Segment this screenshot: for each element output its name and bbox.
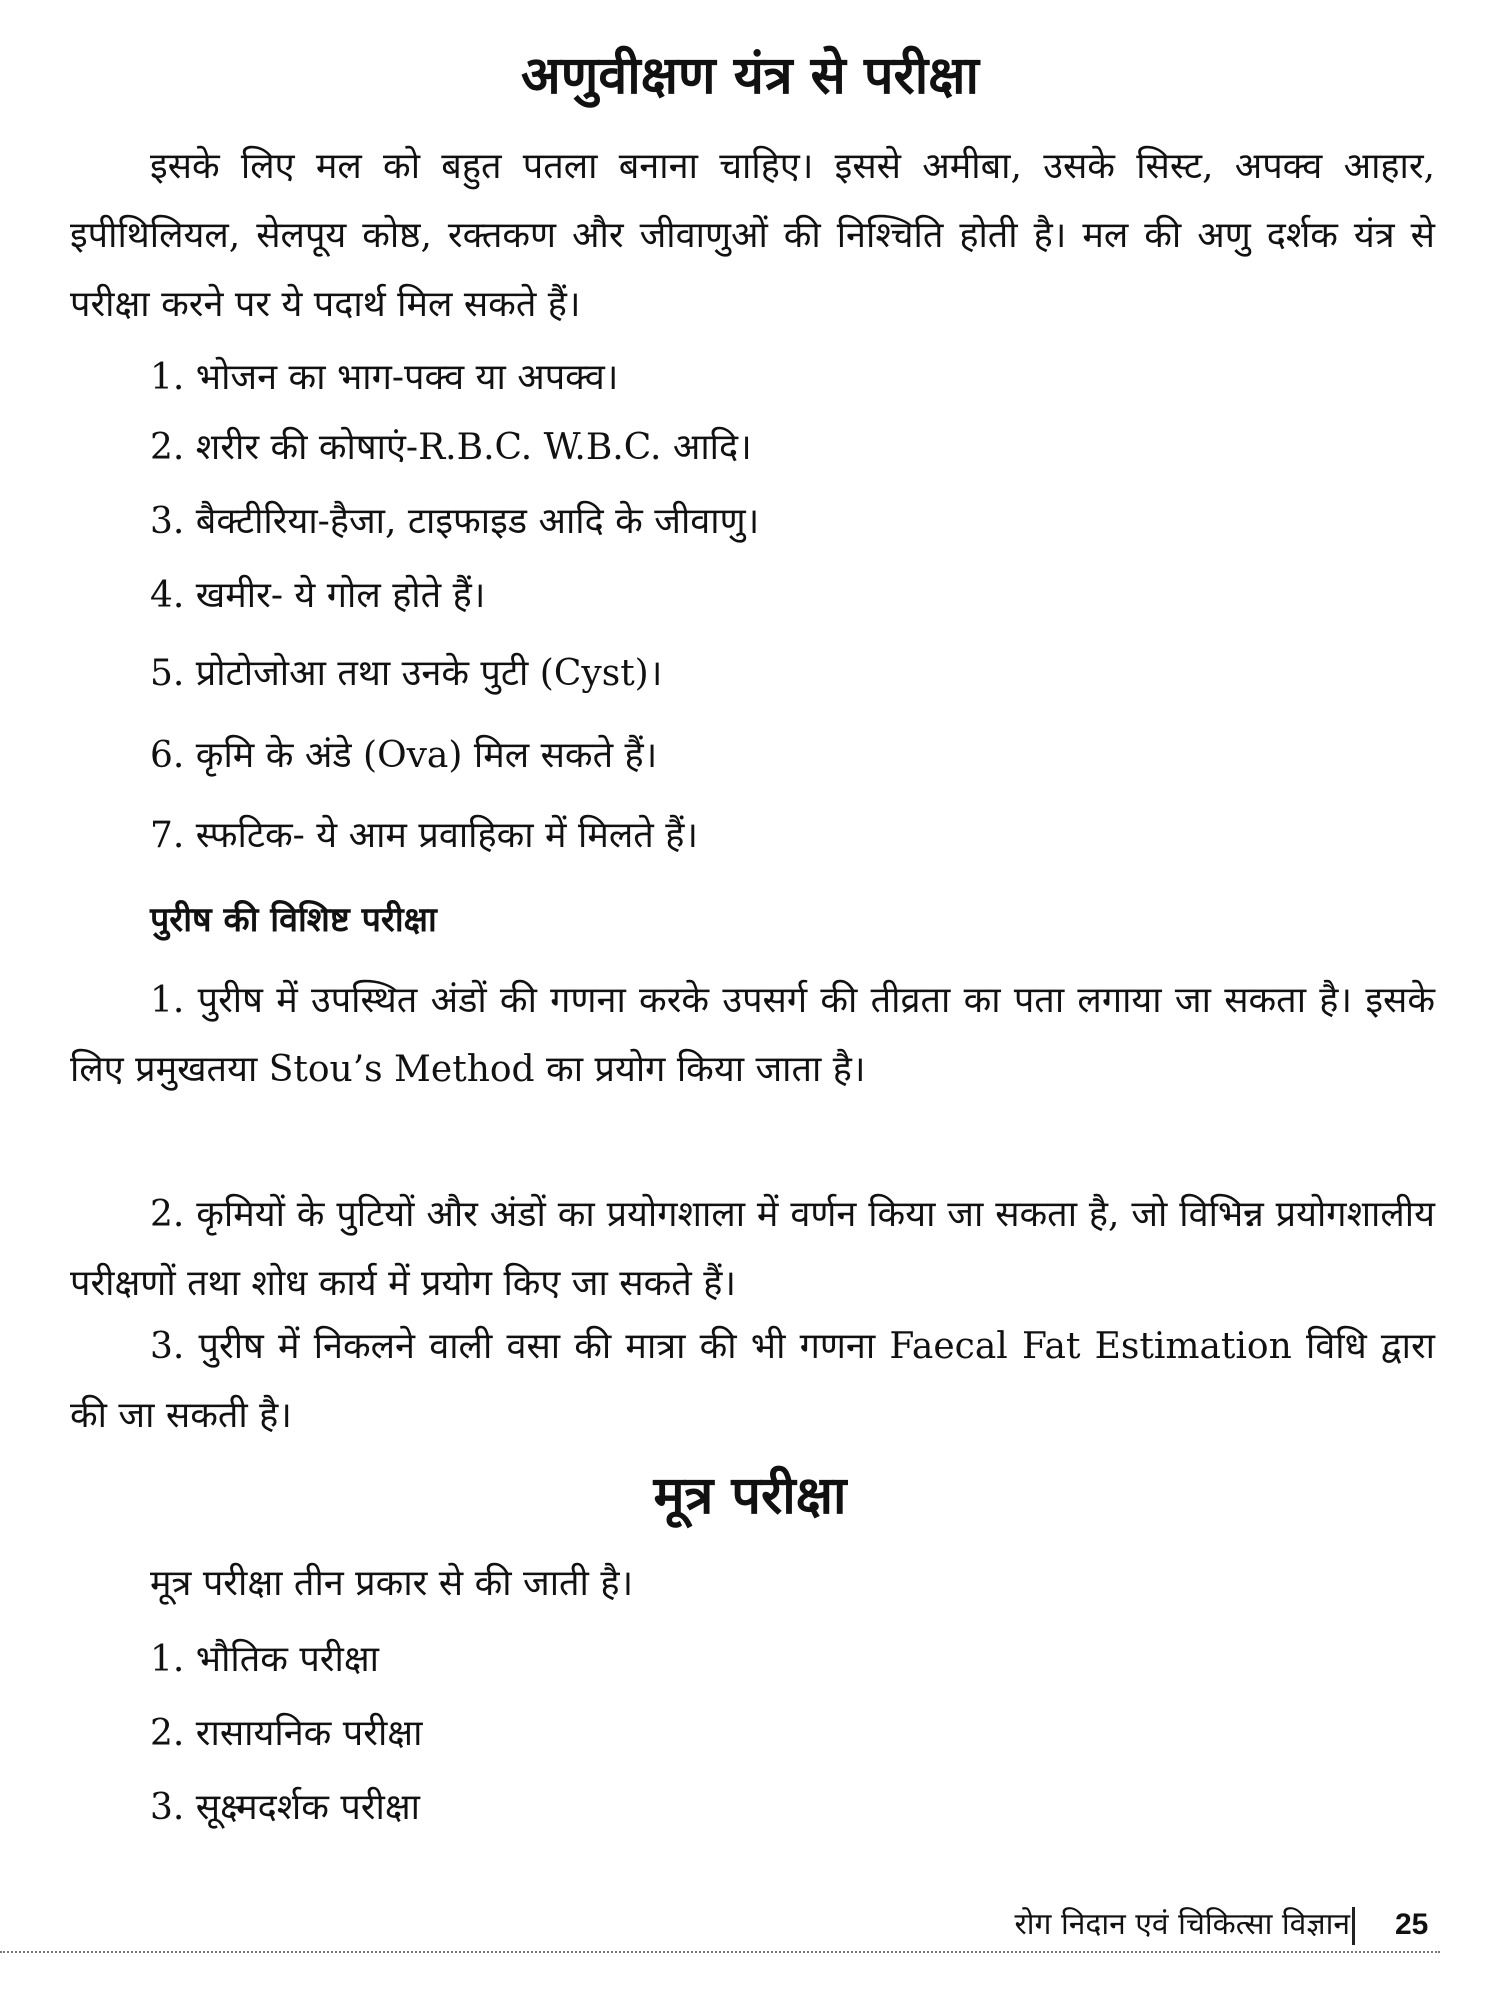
microscope-list-item: 1. भोजन का भाग-पक्व या अपक्व। (150, 357, 619, 398)
section-heading-urine: मूत्र परीक्षा (653, 1466, 847, 1526)
urine-list-item: 3. सूक्ष्मदर्शक परीक्षा (150, 1787, 420, 1828)
urine-intro-text: मूत्र परीक्षा तीन प्रकार से की जाती है। (150, 1563, 634, 1604)
microscope-list-item: 5. प्रोटोजोआ तथा उनके पुटी (Cyst)। (150, 653, 663, 694)
footer-book-title: रोग निदान एवं चिकित्सा विज्ञान (1014, 1907, 1350, 1942)
page-number: 25 (1395, 1908, 1429, 1941)
microscope-list-item: 7. स्फटिक- ये आम प्रवाहिका में मिलते हैं। (150, 815, 698, 856)
footer-dotted-rule (0, 1951, 1440, 1953)
urine-list-item: 1. भौतिक परीक्षा (150, 1639, 379, 1680)
fecal-paragraph: 2. कृमियों के पुटियों और अंडों का प्रयोगशाला में वर्णन किया जा सकता है, जो विभिन्न प्रयोगशालीय परीक्षणों तथा शोध कार्य में प्रयोग किए जा सकते हैं। (70, 1194, 1435, 1304)
fecal-paragraph: 3. पुरीष में निकलने वाली वसा की मात्रा की भी गणना Faecal Fat Estimation विधि द्वारा की जा सकती है। (70, 1326, 1435, 1436)
footer-divider (1352, 1907, 1355, 1945)
fecal-paragraph: 1. पुरीष में उपस्थित अंडों की गणना करके उपसर्ग की तीव्रता का पता लगाया जा सकता है। इसके लिए प्रमुखतया Stou’s Method का प्रयोग किया जाता है। (70, 980, 1435, 1090)
microscope-list-item: 2. शरीर की कोषाएं-R.B.C. W.B.C. आदि। (150, 427, 752, 468)
subheading-fecal-exam: पुरीष की विशिष्ट परीक्षा (150, 900, 437, 940)
microscope-intro-paragraph: इसके लिए मल को बहुत पतला बनाना चाहिए। इससे अमीबा, उसके सिस्ट, अपक्व आहार, इपीथिलियल, सेलपूय कोष्ठ, रक्तकण और जीवाणुओं की निश्चिति होती है। मल की अणु दर्शक यंत्र से परीक्षा करने पर ये पदार्थ मिल सकते हैं। (70, 146, 1435, 325)
section-heading-microscope: अणुवीक्षण यंत्र से परीक्षा (521, 46, 979, 106)
page-footer (0, 1905, 1500, 1955)
urine-list-item: 2. रासायनिक परीक्षा (150, 1713, 423, 1754)
microscope-list-item: 3. बैक्टीरिया-हैजा, टाइफाइड आदि के जीवाणु। (150, 501, 760, 542)
microscope-list-item: 4. खमीर- ये गोल होते हैं। (150, 575, 486, 616)
microscope-list-item: 6. कृमि के अंडे (Ova) मिल सकते हैं। (150, 735, 658, 776)
